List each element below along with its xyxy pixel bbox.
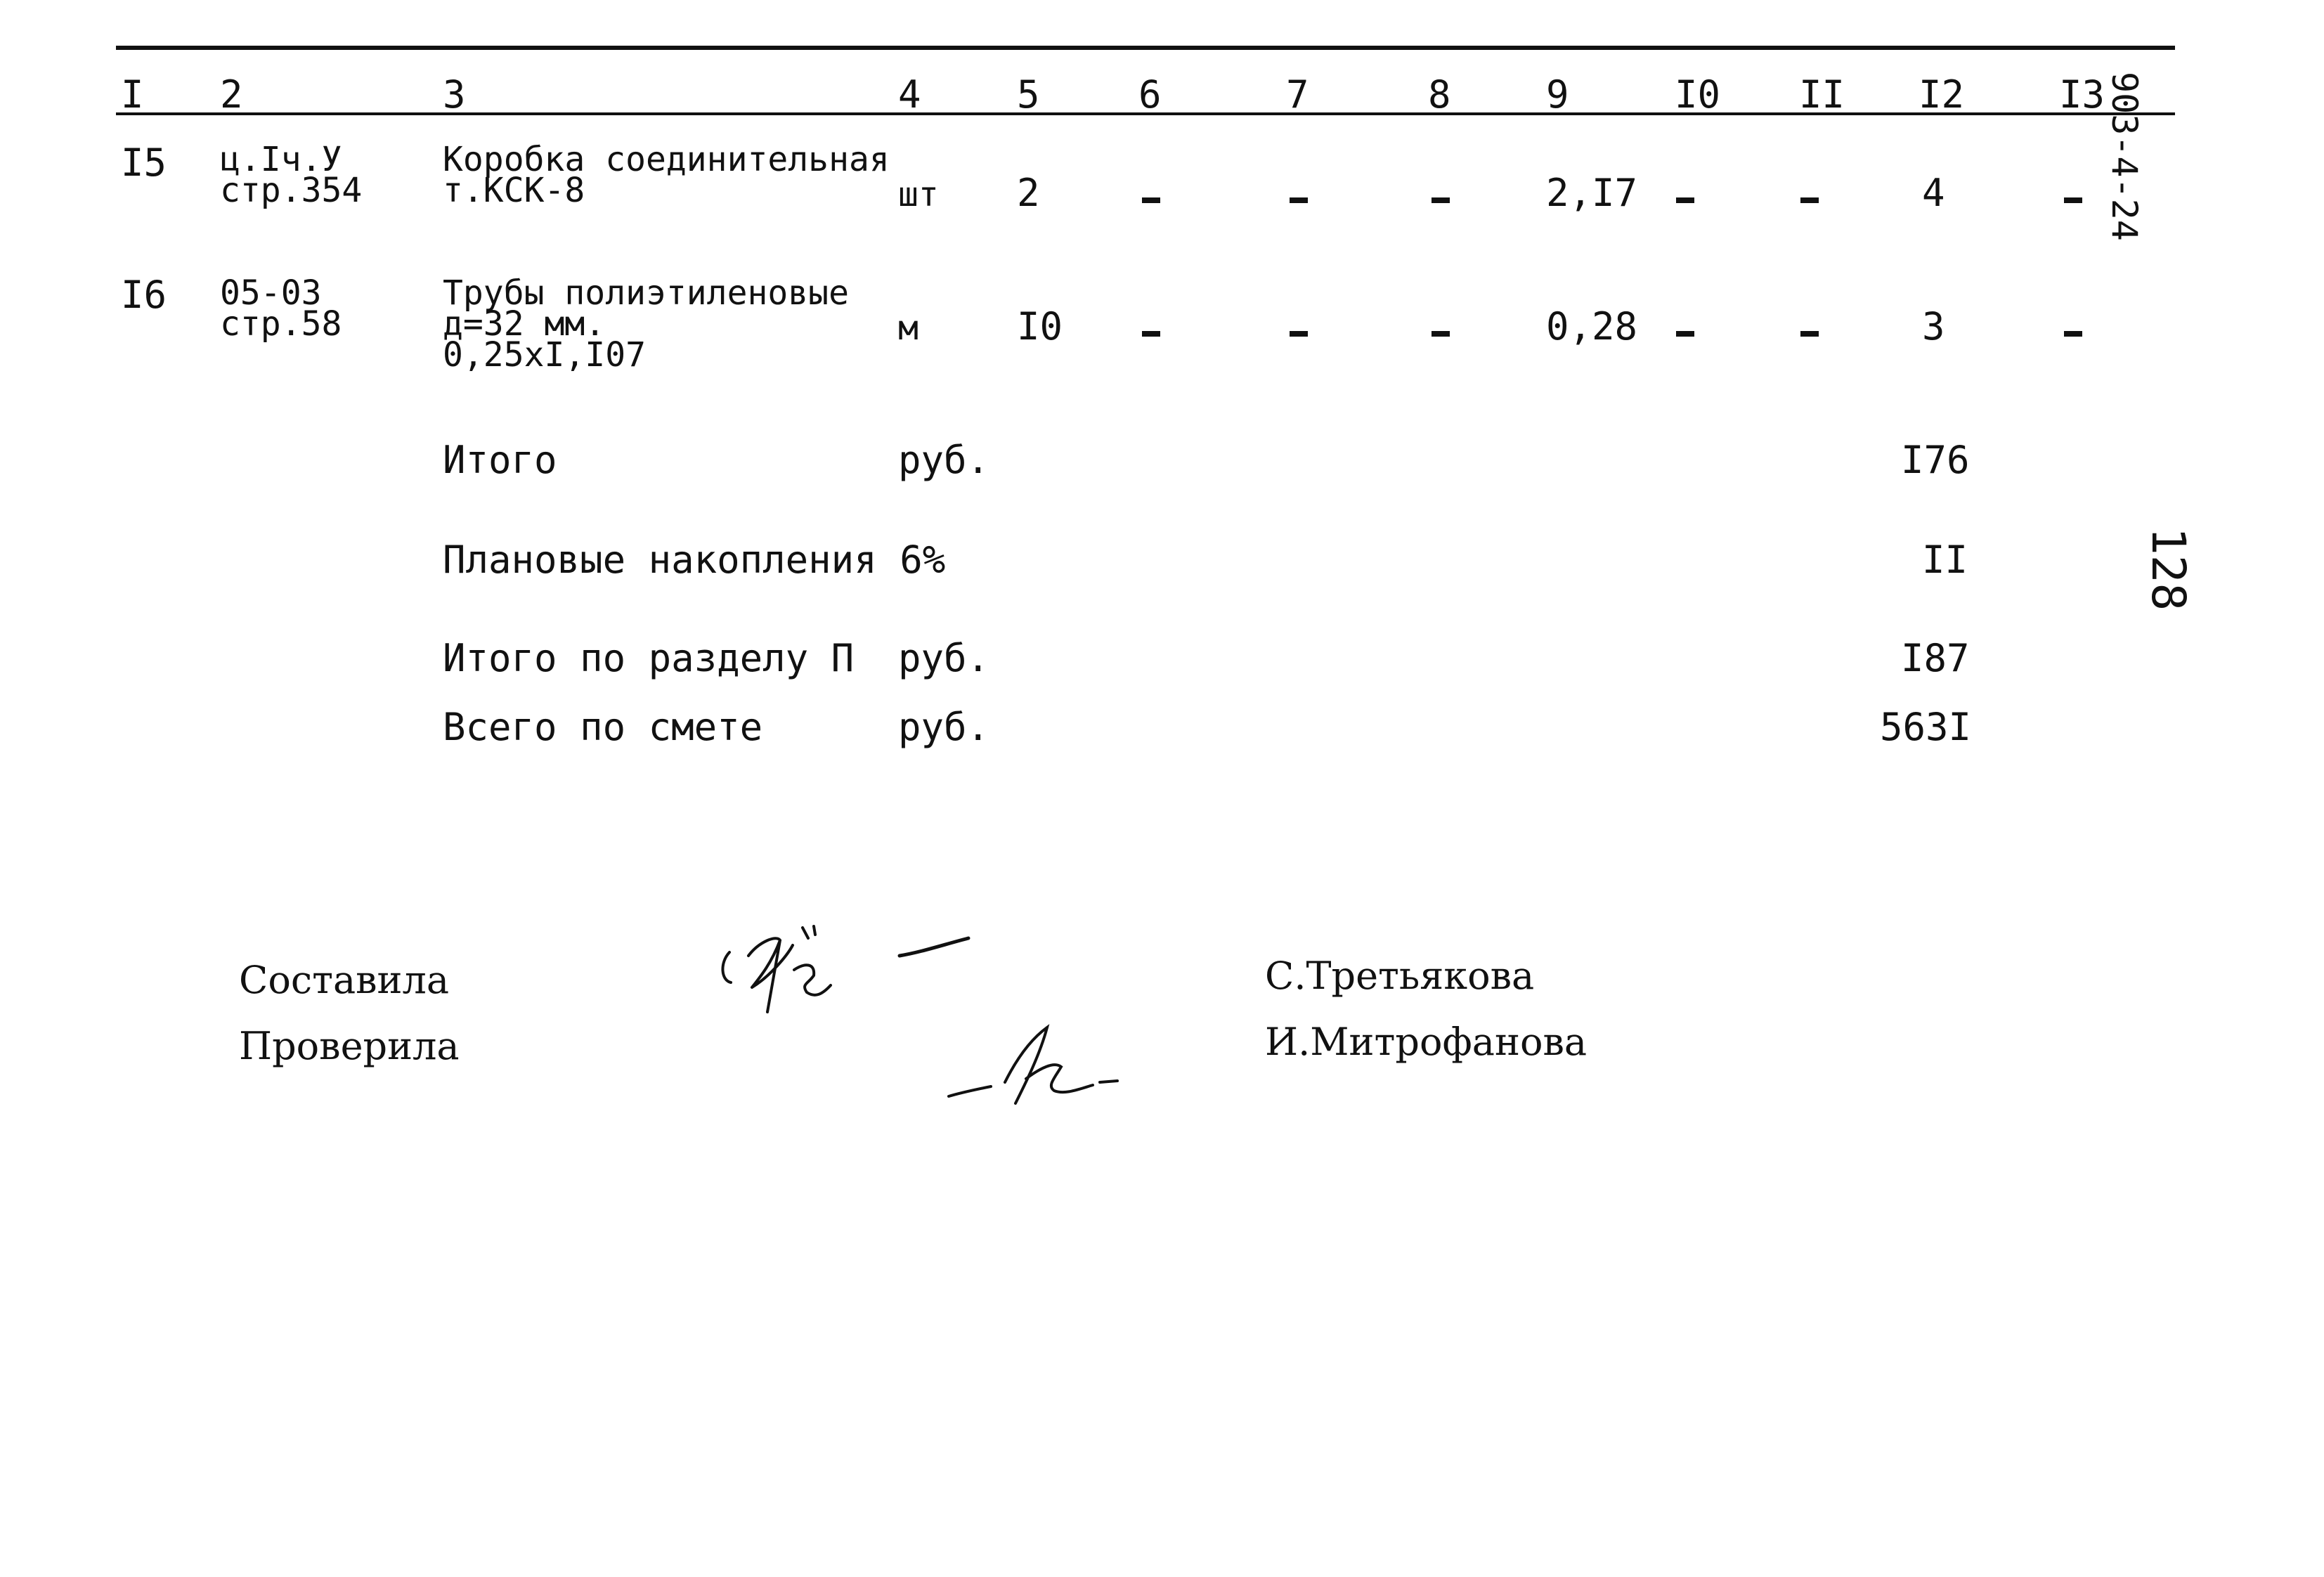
total-value: I87 xyxy=(1901,636,1970,680)
column-header-1: I xyxy=(121,72,144,117)
row-name-line: 0,25xI,I07 xyxy=(443,335,646,375)
total-unit: руб. xyxy=(898,705,990,749)
row-dash-c11 xyxy=(1800,331,1819,337)
row-dash-c8 xyxy=(1432,331,1450,337)
document-code: 903-4-24 xyxy=(2104,72,2145,241)
row-dash-c10 xyxy=(1676,197,1694,203)
signature-name: И.Митрофанова xyxy=(1265,1020,1588,1064)
row-dash-c10 xyxy=(1676,331,1694,337)
total-value: 563I xyxy=(1880,705,1972,749)
row-unit: шт xyxy=(898,175,939,214)
column-header-5: 5 xyxy=(1017,72,1040,117)
row-dash-c7 xyxy=(1290,197,1308,203)
row-value-c12: 4 xyxy=(1922,171,1945,215)
row-quantity: I0 xyxy=(1017,304,1063,349)
column-header-10: I0 xyxy=(1675,72,1721,117)
row-dash-c8 xyxy=(1432,197,1450,203)
row-value-c12: 3 xyxy=(1922,304,1945,349)
row-dash-c6 xyxy=(1142,331,1160,337)
column-header-9: 9 xyxy=(1546,72,1569,117)
row-code-line: 05-03 xyxy=(220,273,322,313)
row-number: I5 xyxy=(121,141,167,185)
column-header-3: 3 xyxy=(443,72,466,117)
total-unit: руб. xyxy=(898,636,990,680)
signature-name: С.Третьякова xyxy=(1265,954,1535,998)
row-code-line: стр.354 xyxy=(220,171,363,210)
column-header-6: 6 xyxy=(1138,72,1162,117)
row-code-line: ц.Iч.У xyxy=(220,140,342,179)
row-dash-c13 xyxy=(2064,197,2082,203)
column-header-4: 4 xyxy=(898,72,921,117)
signature-role: Проверила xyxy=(239,1024,460,1068)
row-value-c9: 2,I7 xyxy=(1546,171,1638,215)
row-name-line: Коробка соединительная xyxy=(443,140,890,179)
row-dash-c6 xyxy=(1142,197,1160,203)
row-number: I6 xyxy=(121,273,167,317)
column-header-7: 7 xyxy=(1286,72,1309,117)
row-name-line: т.КСК-8 xyxy=(443,171,585,210)
row-dash-c7 xyxy=(1290,331,1308,337)
total-label: Итого xyxy=(443,438,557,482)
total-unit: руб. xyxy=(898,438,990,482)
row-name-line: д=32 мм. xyxy=(443,304,606,344)
row-code-line: стр.58 xyxy=(220,304,342,344)
column-header-13: I3 xyxy=(2059,72,2105,117)
row-dash-c13 xyxy=(2064,331,2082,337)
column-header-8: 8 xyxy=(1428,72,1451,117)
row-dash-c11 xyxy=(1800,197,1819,203)
column-header-11: II xyxy=(1799,72,1845,117)
row-value-c9: 0,28 xyxy=(1546,304,1638,349)
row-name-line: Трубы полиэтиленовые xyxy=(443,273,849,313)
row-unit: м xyxy=(898,309,918,348)
total-label: Итого по разделу П xyxy=(443,636,855,680)
column-header-12: I2 xyxy=(1919,72,1965,117)
page-number: 128 xyxy=(2141,527,2195,611)
row-quantity: 2 xyxy=(1017,171,1040,215)
column-header-2: 2 xyxy=(220,72,243,117)
handwritten-signature-2 xyxy=(942,1012,1153,1117)
signature-role: Составила xyxy=(239,958,450,1002)
total-value: I76 xyxy=(1901,438,1970,482)
total-label: Плановые накопления 6% xyxy=(443,538,946,582)
total-label: Всего по смете xyxy=(443,705,763,749)
total-value: II xyxy=(1922,538,1968,582)
header-top-rule xyxy=(116,46,2175,50)
